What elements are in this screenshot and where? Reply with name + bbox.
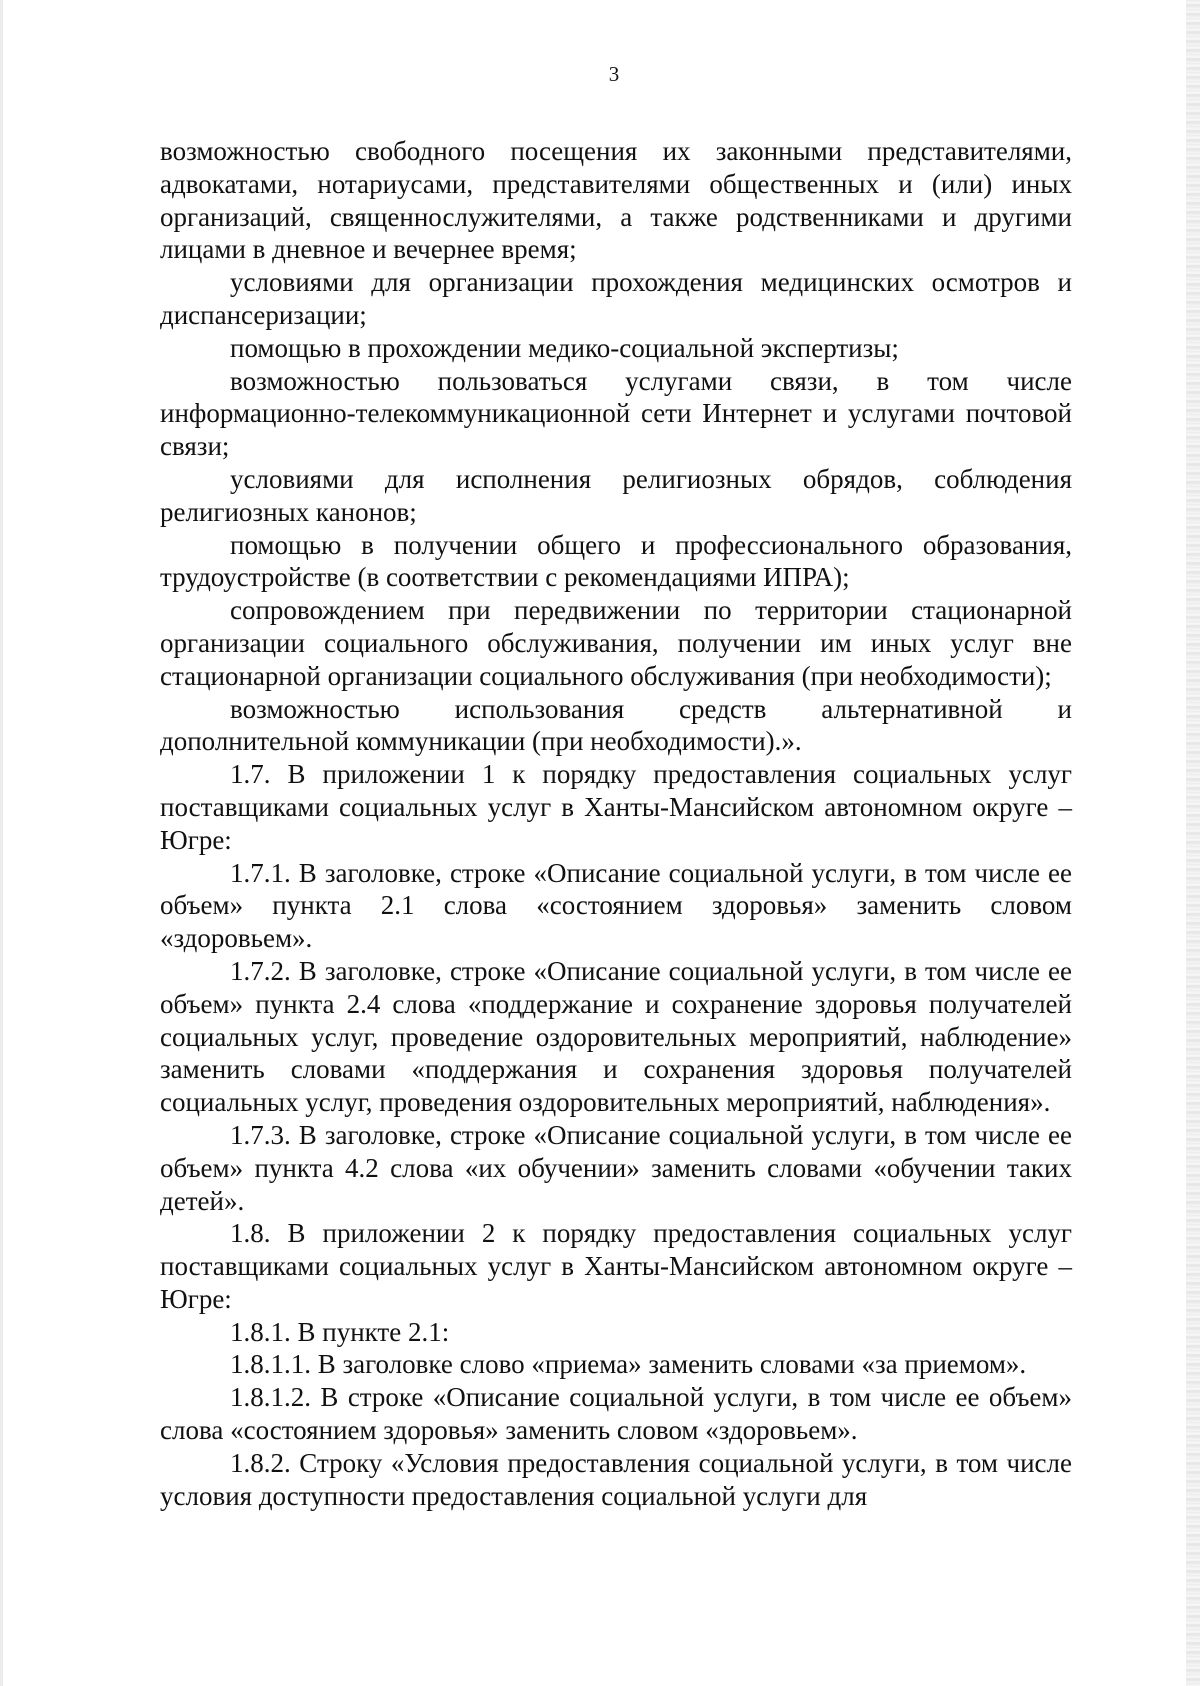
paragraph: 1.8. В приложении 2 к порядку предоставления социальных услуг поставщиками социальных услуг в Ханты-Мансийском автономном округе – Югре: [160, 1218, 1072, 1314]
paragraph: 1.8.1. В пункте 2.1: [230, 1316, 450, 1347]
scan-edge-right [1186, 0, 1200, 1686]
paragraph: 1.7. В приложении 1 к порядку предоставления социальных услуг поставщиками социальных услуг в Ханты-Мансийском автономном округе – Югре: [160, 759, 1072, 855]
paragraph: сопровождением при передвижении по территории стационарной организации социального обслуживания, получении им иных услуг вне стационарной организации социального обслуживания (при необходимости); [160, 595, 1072, 691]
document-body [160, 135, 1072, 1512]
paragraph: условиями для исполнения религиозных обрядов, соблюдения религиозных канонов; [160, 463, 1072, 527]
paragraph: помощью в прохождении медико-социальной экспертизы; [230, 332, 899, 363]
paragraph: возможностью пользоваться услугами связи, в том числе информационно-телекоммуникационной сети Интернет и услугами почтовой связи; [160, 365, 1072, 462]
scan-edge-left [0, 0, 3, 1686]
paragraph: 1.7.2. В заголовке, строке «Описание социальной услуги, в том числе ее объем» пункта 2.4 слова «поддержание и сохранение здоровья получателей социальных услуг, проведение оздоровительных мероприятий, наблюдение» заменить словами «поддержания и сохранения здоровья получателей социальных услуг, проведения оздоровительных мероприятий, наблюдения». [160, 955, 1072, 1118]
paragraph: 1.8.2. Строку «Условия предоставления социальной услуги, в том числе условия доступности предоставления социальной услуги для [160, 1447, 1072, 1511]
paragraph: условиями для организации прохождения медицинских осмотров и диспансеризации; [160, 267, 1072, 330]
paragraph: помощью в получении общего и профессионального образования, трудоустройстве (в соответствии с рекомендациями ИПРА); [160, 529, 1072, 593]
paragraph: 1.7.1. В заголовке, строке «Описание социальной услуги, в том числе ее объем» пункта 2.1 слова «состоянием здоровья» заменить словом «здоровьем». [160, 857, 1072, 954]
paragraph: 1.8.1.2. В строке «Описание социальной услуги, в том числе ее объем» слова «состоянием здоровья» заменить словом «здоровьем». [160, 1382, 1072, 1446]
paragraph: 1.7.3. В заголовке, строке «Описание социальной услуги, в том числе ее объем» пункта 4.2 слова «их обучении» заменить словами «обучении таких детей». [160, 1119, 1072, 1216]
paragraph: 1.8.1.1. В заголовке слово «приема» заменить словами «за приемом». [230, 1349, 1027, 1380]
page-number: 3 [608, 62, 620, 86]
paragraph: возможностью использования средств альтернативной и дополнительной коммуникации (при необходимости).». [160, 693, 1072, 757]
paragraph: возможностью свободного посещения их законными представителями, адвокатами, нотариусами, представителями общественных и (или) иных организаций, священнослужителями, а также родственниками и другими лицами в дневное и вечернее время; [160, 136, 1072, 265]
